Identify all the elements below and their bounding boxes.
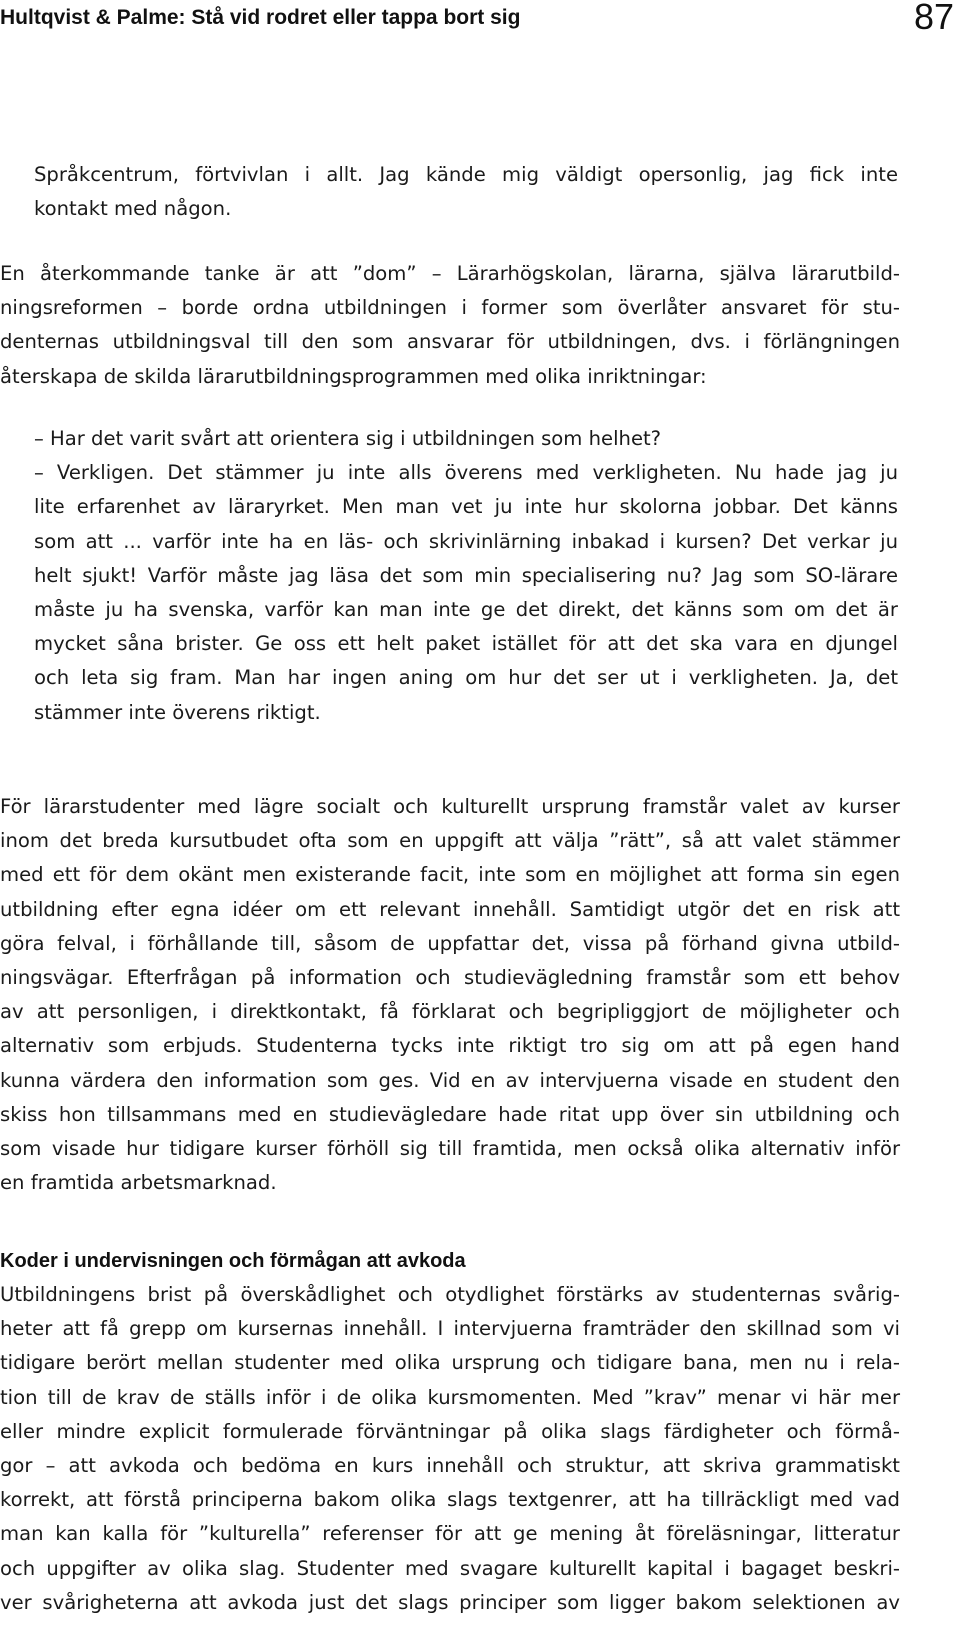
paragraph-2-line: kunna värdera den information som ges. Vid en av intervjuerna visade en student den — [0, 1068, 900, 1092]
section-paragraph-line: man kan kalla för ”kulturella” referenser för att ge mening åt föreläsningar, litteratur — [0, 1522, 900, 1546]
paragraph-2-line: en framtida arbetsmarknad. — [0, 1171, 277, 1195]
paragraph-2-line: ningsvägar. Efterfrågan på information och studievägledning framstår som ett behov — [0, 966, 900, 990]
section-heading: Koder i undervisningen och förmågan att avkoda — [0, 1250, 466, 1272]
page-number: 87 — [913, 0, 954, 37]
running-header-title: Hultqvist & Palme: Stå vid rodret eller tappa bort sig — [0, 6, 521, 29]
section-paragraph — [0, 1278, 900, 1620]
section-paragraph-line: ver svårigheterna att avkoda just det slags principer som ligger bakom selektionen av — [0, 1590, 900, 1614]
quote-2-line: som att ... varför inte ha en läs- och skrivinlärning inbakad i kursen? Det verkar ju — [34, 529, 898, 553]
section-paragraph-line: tion till de krav de ställs inför i de olika kursmomenten. Med ”krav” menar vi här mer — [0, 1385, 900, 1409]
quote-1-line: Språkcentrum, förtvivlan i allt. Jag kände mig väldigt opersonlig, jag fick inte — [34, 163, 898, 186]
paragraph-2-line: skiss hon tillsammans med en studievägledare hade ritat upp över sin utbildning och — [0, 1102, 900, 1126]
paragraph-1-line: ningsreformen – borde ordna utbildningen i former som överlåter ansvaret för stu- — [0, 296, 900, 320]
interview-quote-1 — [34, 158, 898, 226]
paragraph-2-line: utbildning efter egna idéer om ett relevant innehåll. Samtidigt utgör det en risk att — [0, 897, 900, 921]
paragraph-2-line: För lärarstudenter med lägre socialt och kulturellt ursprung framstår valet av kurser — [0, 795, 900, 818]
quote-2-line: – Har det varit svårt att orientera sig i utbildningen som helhet? — [34, 427, 662, 450]
paragraph-2-line: med ett för dem okänt men existerande facit, inte som en möjlighet att forma sin egen — [0, 863, 900, 887]
paragraph-2-line: göra felval, i förhållande till, såsom de uppfattar det, vissa på förhand givna utbild- — [0, 931, 900, 955]
paragraph-2-line: som visade hur tidigare kurser förhöll sig till framtida, men också olika alternativ inför — [0, 1137, 900, 1161]
quote-2-line: mycket såna brister. Ge oss ett helt paket istället för att det ska vara en djungel — [34, 632, 898, 656]
quote-2-line: helt sjukt! Varför måste jag läsa det som min specialisering nu? Jag som SO-lärare — [34, 563, 898, 587]
section-paragraph-line: heter att få grepp om kursernas innehåll. I intervjuerna framträder den skillnad som vi — [0, 1317, 900, 1341]
quote-2-line: och leta sig fram. Man har ingen aning om hur det ser ut i verkligheten. Ja, det — [34, 666, 898, 690]
body-paragraph-1 — [0, 257, 900, 394]
section-paragraph-line: tidigare berört mellan studenter med olika ursprung och tidigare bana, men nu i rela- — [0, 1351, 900, 1375]
paragraph-2-line: alternativ som erbjuds. Studenterna tycks inte riktigt tro sig om att på egen hand — [0, 1034, 900, 1058]
paragraph-1-line: En återkommande tanke är att ”dom” – Lärarhögskolan, lärarna, själva lärarutbild- — [0, 262, 900, 285]
section-paragraph-line: korrekt, att förstå principerna bakom olika slags textgenrer, att ha tillräckligt med vad — [0, 1488, 900, 1512]
section-paragraph-line: eller mindre explicit formulerade förväntningar på olika slags färdigheter och förmå- — [0, 1419, 900, 1443]
body-paragraph-2 — [0, 790, 900, 1200]
section-paragraph-line: och uppgifter av olika slag. Studenter med svagare kulturellt kapital i bagaget beskri- — [0, 1556, 900, 1580]
interview-quote-2 — [34, 422, 898, 730]
quote-2-line: lite erfarenhet av läraryrket. Men man vet ju inte hur skolorna jobbar. Det känns — [34, 495, 898, 519]
paragraph-1-line: denternas utbildningsval till den som ansvarar för utbildningen, dvs. i förlängningen — [0, 330, 900, 354]
quote-2-line: – Verkligen. Det stämmer ju inte alls överens med verkligheten. Nu hade jag ju — [34, 461, 898, 485]
paragraph-2-line: av att personligen, i direktkontakt, få förklarat och begripliggjort de möjligheter och — [0, 1000, 900, 1024]
section-paragraph-line: Utbildningens brist på överskådlighet och otydlighet förstärks av studenternas svårig- — [0, 1283, 900, 1306]
quote-2-line: stämmer inte överens riktigt. — [34, 700, 321, 724]
section-paragraph-line: gor – att avkoda och bedöma en kurs innehåll och struktur, att skriva grammatiskt — [0, 1454, 900, 1478]
quote-2-line: måste ju ha svenska, varför kan man inte ge det direkt, det känns som om det är — [34, 598, 898, 622]
quote-1-line: kontakt med någon. — [34, 197, 232, 221]
paragraph-2-line: inom det breda kursutbudet ofta som en uppgift att välja ”rätt”, så att valet stämmer — [0, 829, 900, 853]
paragraph-1-line: återskapa de skilda lärarutbildningsprogrammen med olika inriktningar: — [0, 364, 707, 388]
